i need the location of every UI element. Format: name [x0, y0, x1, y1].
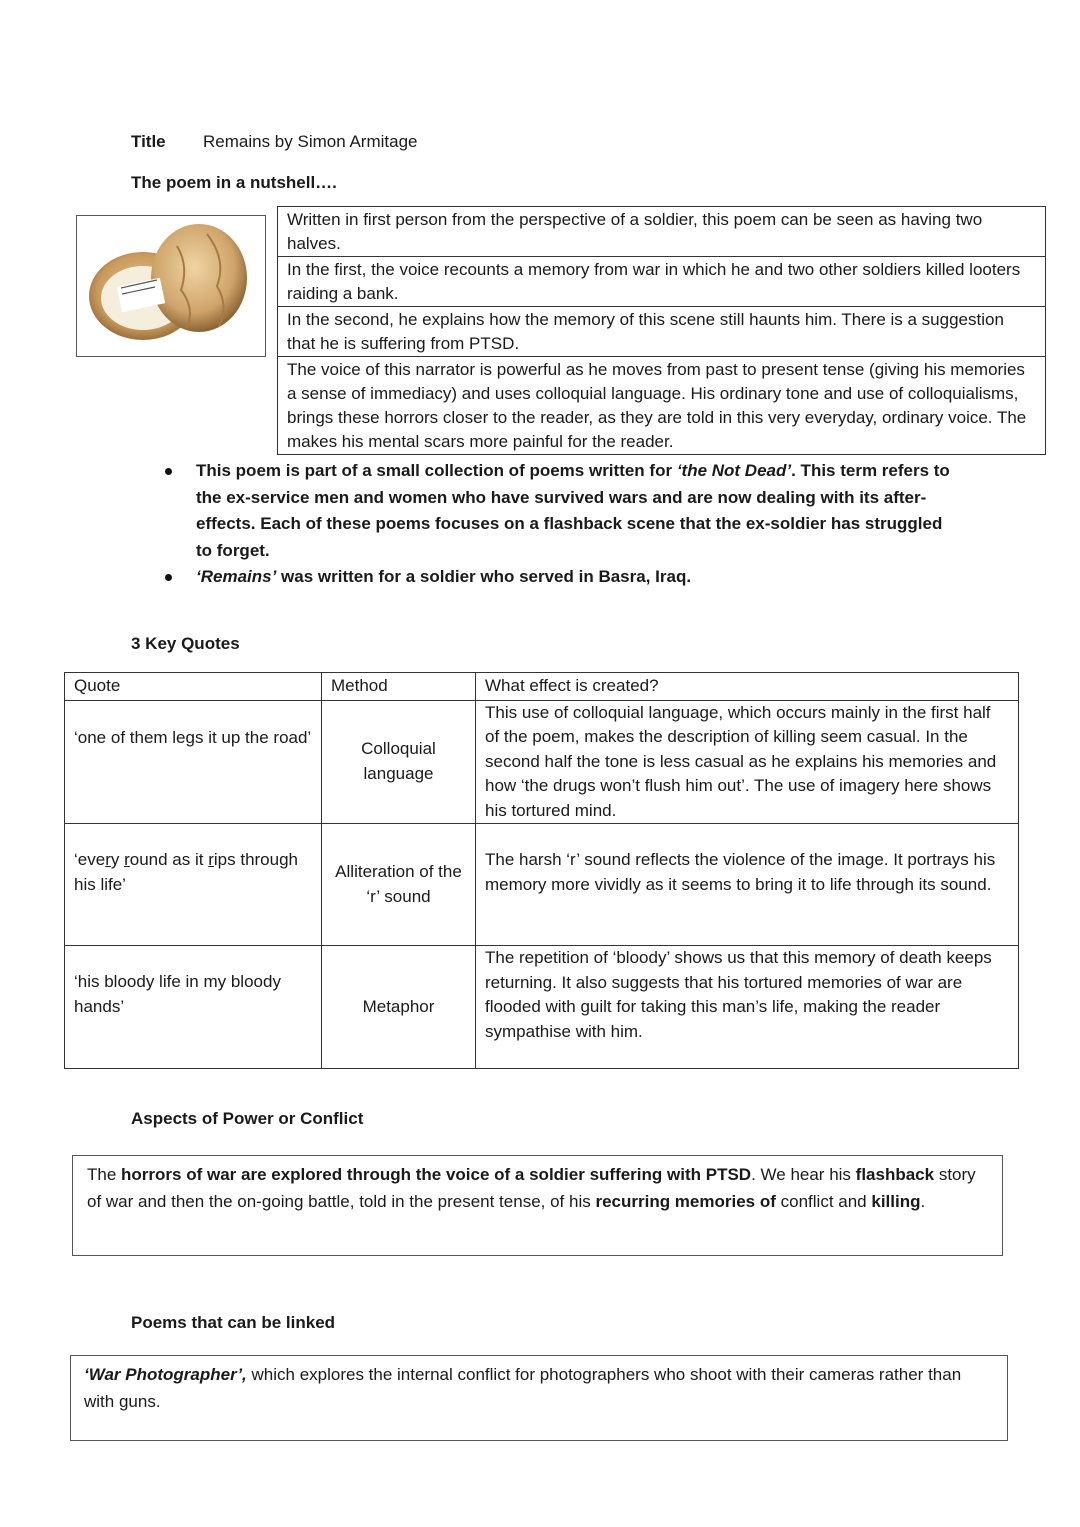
- title-label: Title: [131, 132, 166, 151]
- aspects-bold: recurring memories of: [595, 1191, 776, 1211]
- aspects-text: . We hear his: [751, 1165, 856, 1184]
- nutshell-row: The voice of this narrator is powerful as he moves from past to present tense (giving his memories a sense of immediacy) and uses colloquial language. His ordinary tone and use of colloquialisms, brings these horrors closer to the reader, as they are told in this very everyday, ordinary voice. The makes his mental scars more painful for the reader.: [287, 360, 1027, 451]
- bullet-icon: [165, 574, 172, 581]
- bullet-emphasis: ‘Remains’: [196, 567, 277, 586]
- table-row: [65, 824, 1019, 946]
- table-header-row: [65, 673, 1019, 701]
- header-effect: What effect is created?: [476, 673, 1019, 701]
- aspects-text: .: [920, 1191, 926, 1211]
- method-cell: Colloquial language: [322, 700, 476, 824]
- quote-text: ‘eve: [74, 850, 106, 869]
- quote-underline: r: [124, 850, 130, 869]
- bullet-icon: [165, 468, 172, 475]
- effect-cell: The repetition of ‘bloody’ shows us that this memory of death keeps returning. It also suggests that his tortured memories of war are flooded with guilt for taking this man’s life, making the reader sympathise with him.: [476, 946, 1019, 1069]
- bullet-item: [160, 564, 960, 591]
- bullet-text: This poem is part of a small collection of poems written for: [196, 461, 677, 480]
- context-bullets: [160, 458, 960, 591]
- bullet-item: [160, 458, 960, 564]
- quote-cell: ‘his bloody life in my bloody hands’: [65, 946, 322, 1069]
- title-row: [131, 132, 417, 152]
- key-quotes-heading: 3 Key Quotes: [131, 634, 240, 653]
- quote-text: y: [110, 850, 125, 869]
- table-row: [65, 946, 1019, 1069]
- nutshell-table: [277, 206, 1046, 455]
- linked-heading: Poems that can be linked: [131, 1313, 336, 1332]
- linked-text: which explores the internal conflict for photographers who shoot with their cameras rather than with guns.: [84, 1365, 962, 1411]
- walnut-icon: [77, 216, 265, 356]
- aspects-bold: flashback: [855, 1165, 935, 1184]
- aspects-bold: horrors of war are explored through the voice of a soldier suffering with PTSD: [121, 1165, 752, 1184]
- aspects-text: The: [87, 1165, 122, 1184]
- bullet-text: was written for a soldier who served in Basra, Iraq.: [276, 567, 692, 586]
- nutshell-heading: The poem in a nutshell….: [131, 173, 337, 192]
- linked-box: [70, 1355, 1008, 1441]
- aspects-text: conflict and: [775, 1191, 872, 1211]
- nutshell-row: Written in first person from the perspective of a soldier, this poem can be seen as having two halves.: [278, 207, 1045, 257]
- quote-text: ound as it: [129, 850, 209, 869]
- aspects-box: [72, 1155, 1003, 1256]
- walnut-image: [76, 215, 266, 357]
- header-method: Method: [322, 673, 476, 701]
- method-cell: Metaphor: [322, 946, 476, 1069]
- bullet-text: . This term refers to the ex-service men and women who have survived wars and are now dealing with its after-effects. Each of these poems focuses on a flashback scene that the ex-soldier has struggled to forget.: [196, 461, 950, 560]
- linked-poem-title: ‘War Photographer’,: [84, 1365, 247, 1384]
- table-row: [65, 700, 1019, 824]
- effect-cell: The harsh ‘r’ sound reflects the violence of the image. It portrays his memory more vividly as it seems to bring it to life through its sound.: [476, 824, 1019, 946]
- quote-cell: ‘one of them legs it up the road’: [65, 700, 322, 824]
- nutshell-row: In the second, he explains how the memory of this scene still haunts him. There is a suggestion that he is suffering from PTSD.: [278, 307, 1045, 357]
- header-quote: Quote: [65, 673, 322, 701]
- aspects-bold: killing: [871, 1191, 921, 1211]
- aspects-heading: Aspects of Power or Conflict: [131, 1109, 364, 1128]
- quote-underline: r: [105, 850, 111, 869]
- effect-cell: This use of colloquial language, which occurs mainly in the first half of the poem, makes the description of killing seem casual. In the second half the tone is less casual as he explains his memories and how ‘the drugs won’t flush him out’. The use of imagery here shows his tortured mind.: [476, 700, 1019, 824]
- nutshell-row: In the first, the voice recounts a memory from war in which he and two other soldiers killed looters raiding a bank.: [278, 257, 1045, 307]
- quotes-table: [64, 672, 1019, 1069]
- quote-text: ips through his life’: [74, 850, 299, 894]
- aspects-text: story of war and then the on-going battle, told in the present tense, of his: [87, 1165, 976, 1211]
- bullet-emphasis: ‘the Not Dead’: [676, 461, 792, 480]
- poem-title: Remains by Simon Armitage: [203, 132, 418, 151]
- quote-underline: r: [208, 850, 214, 869]
- method-cell: Alliteration of the ‘r’ sound: [322, 824, 476, 946]
- quote-cell: [65, 824, 322, 946]
